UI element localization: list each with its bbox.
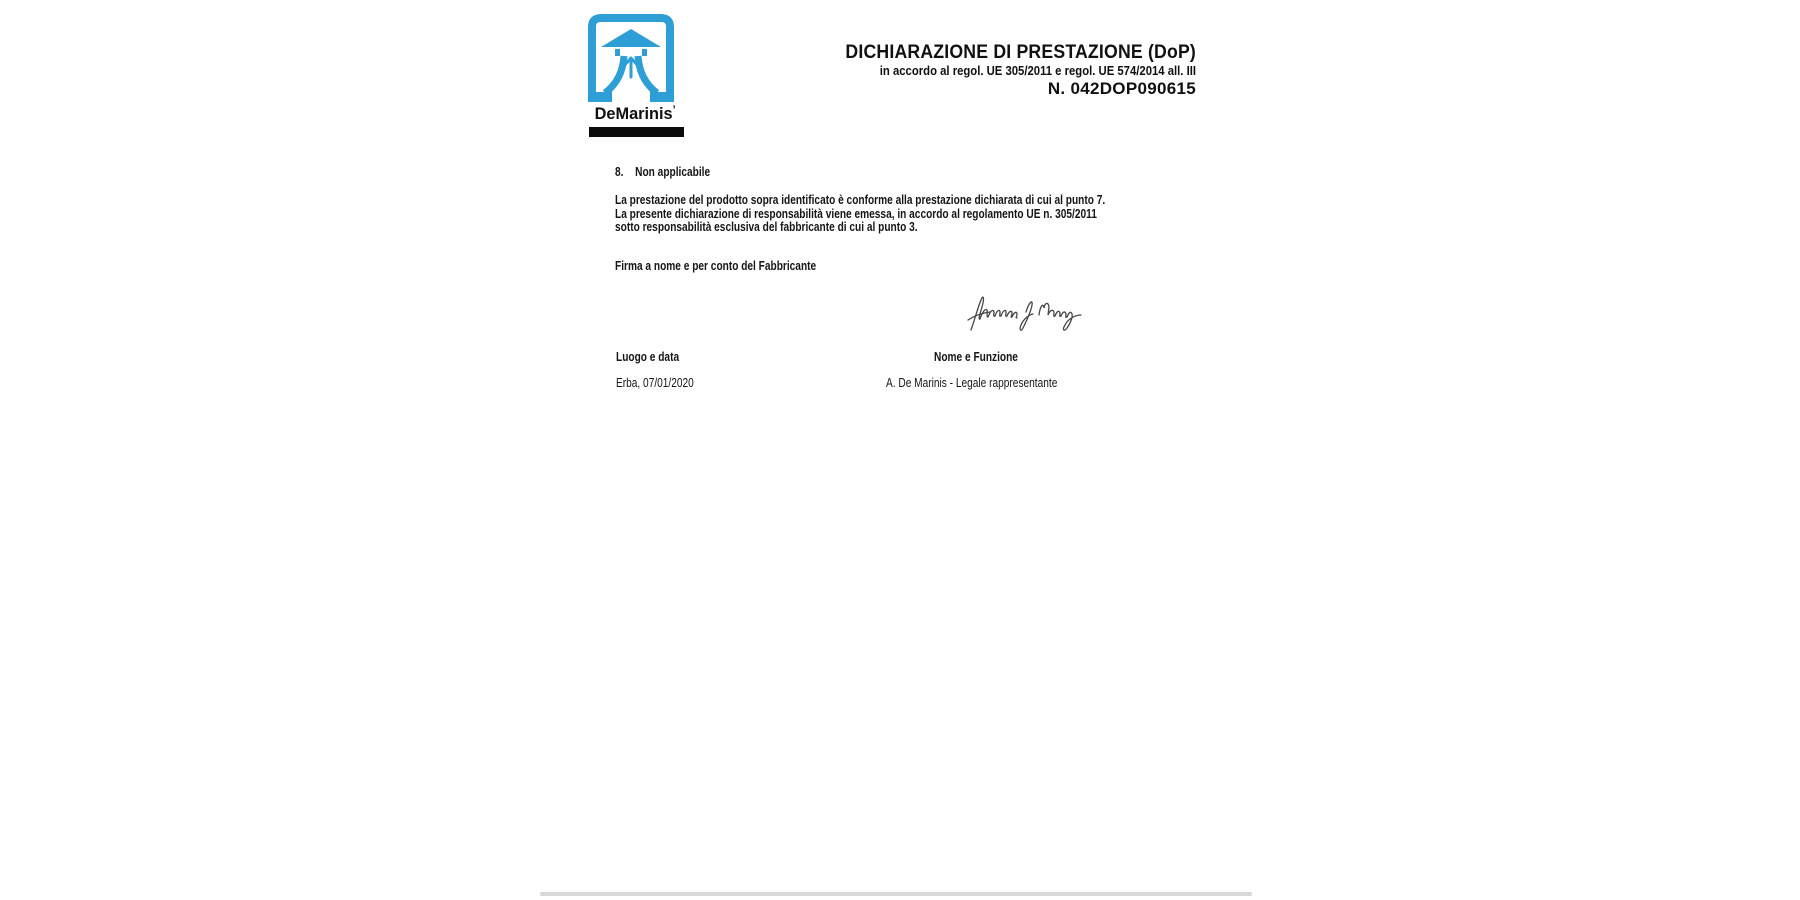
signature-caption: Firma a nome e per conto del Fabbricante — [615, 258, 817, 273]
logo-underline-bar — [589, 127, 684, 137]
demarinis-logo — [588, 14, 686, 140]
document-subtitle: in accordo al regol. UE 305/2011 e regol. UE 574/2014 all. III — [879, 63, 1196, 78]
section-8 — [615, 164, 710, 179]
name-function-value: A. De Marinis - Legale rappresentante — [886, 375, 1058, 390]
house-arrow-up-logo-icon — [588, 14, 674, 102]
paragraph-line: La prestazione del prodotto sopra identificato è conforme alla prestazione dichiarata di cui al punto 7. — [615, 192, 1106, 207]
section-8-text: Non applicabile — [635, 164, 711, 179]
place-date-label: Luogo e data — [616, 349, 680, 364]
logo-wordmark: DeMarinis’ — [594, 104, 676, 123]
paragraph-line: La presente dichiarazione di responsabilità viene emessa, in accordo al regolamento UE n. 305/2011 — [615, 205, 1097, 221]
scan-bottom-edge — [540, 892, 1252, 896]
logo-trademark-tick: ’ — [672, 104, 676, 116]
paragraph-line: sotto responsabilità esclusiva del fabbricante di cui al punto 3. — [615, 219, 918, 234]
handwritten-signature — [966, 289, 1084, 338]
section-8-number: 8. — [615, 164, 624, 179]
document-title: DICHIARAZIONE DI PRESTAZIONE (DoP) — [845, 42, 1196, 63]
document-header — [700, 42, 1196, 98]
handwritten-signature-scribble-icon — [966, 289, 1084, 333]
conformity-paragraph — [615, 193, 1105, 234]
name-function-label: Nome e Funzione — [934, 349, 1018, 364]
document-number: N. 042DOP090615 — [1047, 79, 1196, 98]
place-date-value: Erba, 07/01/2020 — [616, 375, 694, 390]
